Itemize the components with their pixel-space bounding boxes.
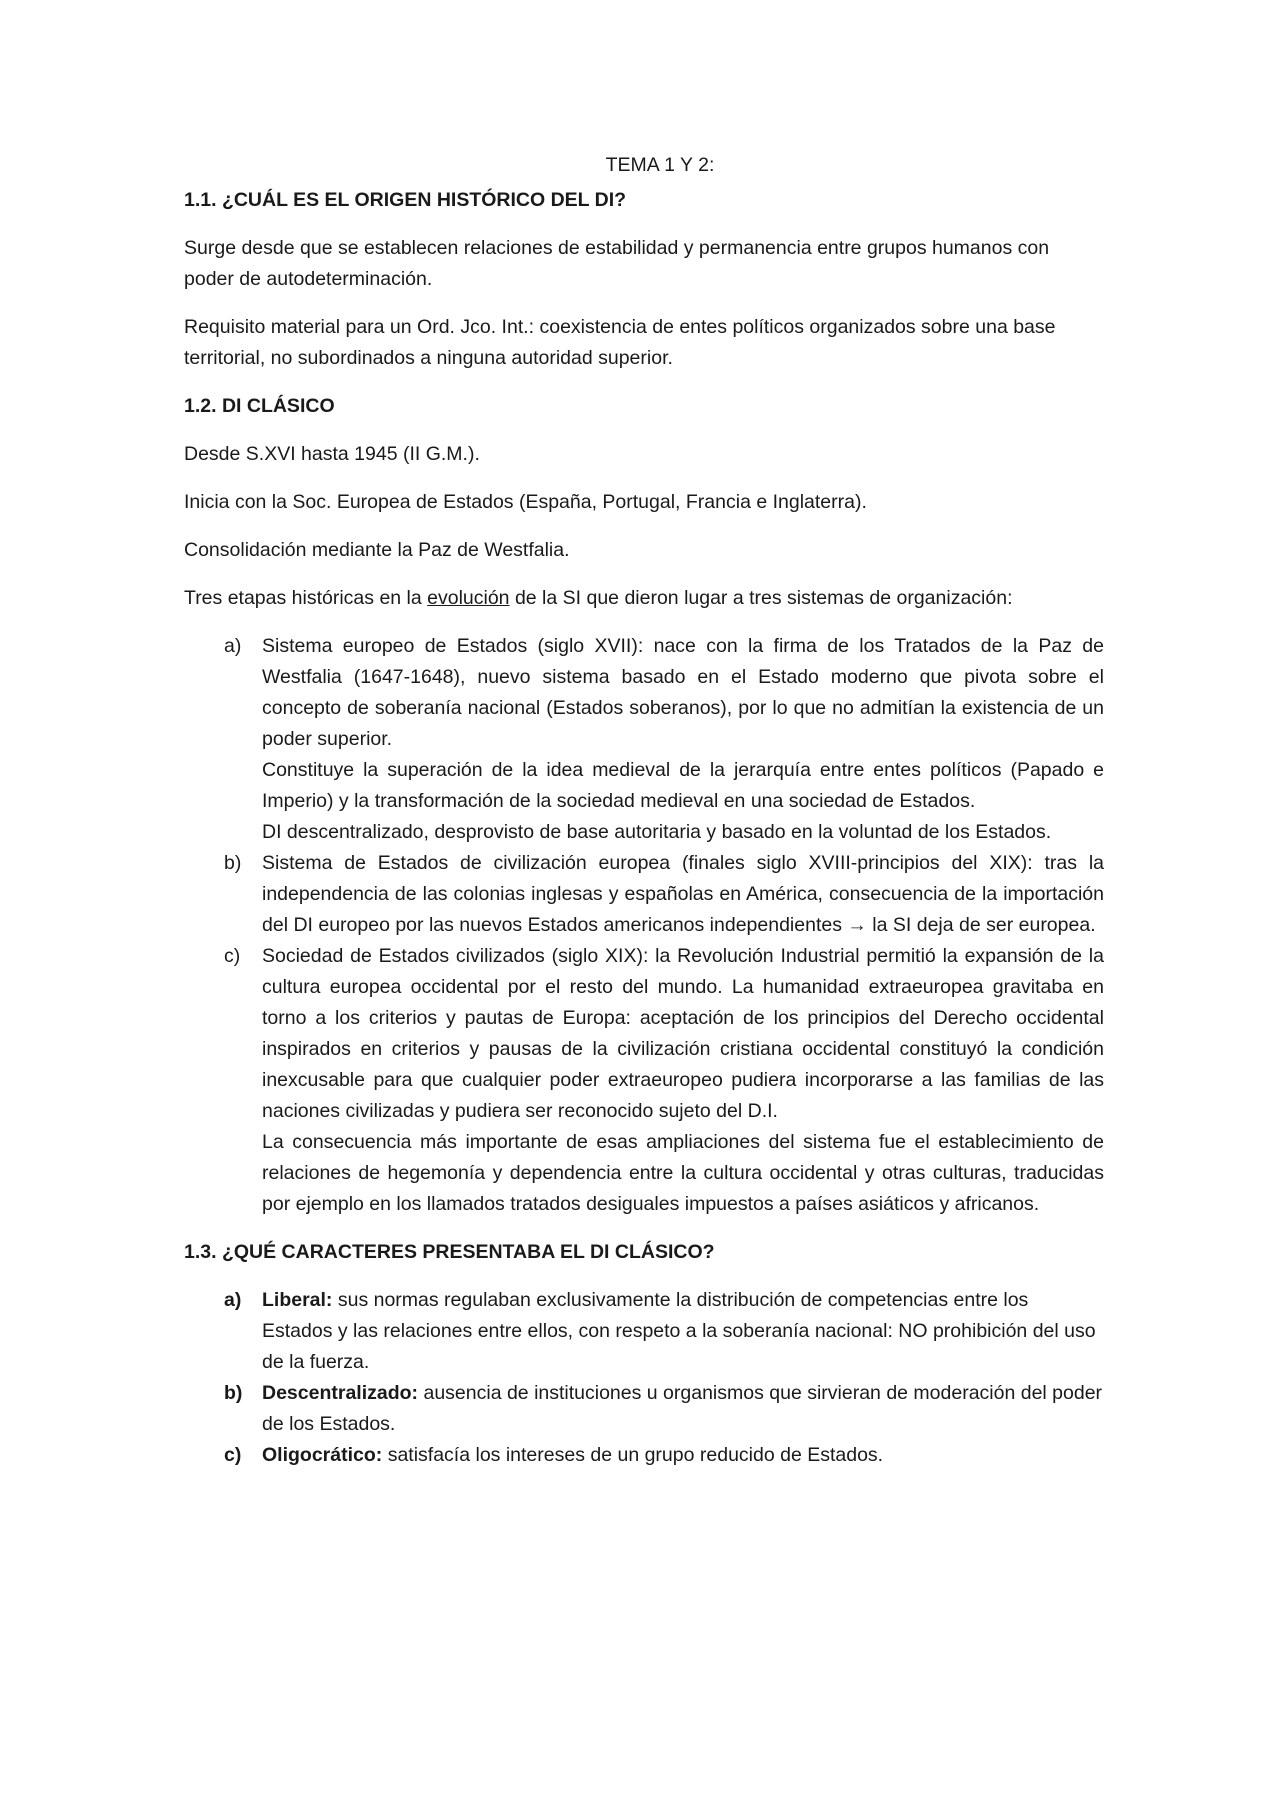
section-heading-1-3: 1.3. ¿QUÉ CARACTERES PRESENTABA EL DI CLÁSICO? <box>184 1241 715 1263</box>
term-label: Descentralizado: <box>262 1382 419 1404</box>
list-item <box>184 1378 1104 1440</box>
stages-intro-underlined: evolución <box>427 587 510 609</box>
section-heading-1-1: 1.1. ¿CUÁL ES EL ORIGEN HISTÓRICO DEL DI? <box>184 189 627 211</box>
list-item-text: La consecuencia más importante de esas ampliaciones del sistema fue el establecimiento de relaciones de hegemonía y dependencia entre la cultura occidental y otras culturas, traducidas por ejemplo en los llamados tratados desiguales impuestos a países asiáticos y africanos. <box>262 1131 1104 1215</box>
list-marker: c) <box>224 945 241 967</box>
list-item <box>184 848 1104 941</box>
term-label: Oligocrático: <box>262 1444 383 1466</box>
document-page <box>184 150 1104 1488</box>
list-item-text: Sistema de Estados de civilización europea (finales siglo XVIII-principios del XIX): tras la independencia de las colonias inglesas y españolas en América, consecuencia de la importación del DI europeo por las nuevos Estados americanos independientes → la SI deja de ser europea. <box>262 852 1104 936</box>
stages-intro-post: de la SI que dieron lugar a tres sistemas de organización: <box>509 587 1013 609</box>
term-description: sus normas regulaban exclusivamente la distribución de competencias entre los Estados y las relaciones entre ellos, con respeto a la soberanía nacional: NO prohibición del uso de la fuerza. <box>262 1289 1096 1373</box>
list-item <box>184 631 1104 848</box>
list-item <box>184 941 1104 1220</box>
section-heading-1-2: 1.2. DI CLÁSICO <box>184 395 335 417</box>
paragraph-requirement: Requisito material para un Ord. Jco. Int.: coexistencia de entes políticos organizados sobre una base territorial, no subordinados a ninguna autoridad superior. <box>184 316 1056 369</box>
term-description: ausencia de instituciones u organismos que sirvieran de moderación del poder de los Estados. <box>262 1382 1103 1435</box>
list-marker: c) <box>224 1444 242 1466</box>
list-marker: b) <box>224 852 242 874</box>
paragraph-period: Desde S.XVI hasta 1945 (II G.M.). <box>184 443 480 465</box>
list-marker: b) <box>224 1382 243 1404</box>
document-title: TEMA 1 Y 2: <box>605 154 715 176</box>
paragraph-stages-intro <box>184 583 1104 614</box>
list-item-text: DI descentralizado, desprovisto de base autoritaria y basado en la voluntad de los Estados. <box>262 821 1052 843</box>
list-marker: a) <box>224 635 242 657</box>
list-item-text: Sistema europeo de Estados (siglo XVII): nace con la firma de los Tratados de la Paz de Westfalia (1647-1648), nuevo sistema basado en el Estado moderno que pivota sobre el concepto de soberanía nacional (Estados soberanos), por lo que no admitían la existencia de un poder superior. <box>262 635 1104 750</box>
term-label: Liberal: <box>262 1289 333 1311</box>
list-item <box>184 1285 1104 1378</box>
list-marker: a) <box>224 1289 242 1311</box>
paragraph-consolidation: Consolidación mediante la Paz de Westfalia. <box>184 539 570 561</box>
characteristics-list <box>184 1285 1104 1471</box>
term-description: satisfacía los intereses de un grupo reducido de Estados. <box>382 1444 884 1466</box>
stages-list <box>184 631 1104 1220</box>
list-item <box>184 1440 1104 1471</box>
paragraph-start: Inicia con la Soc. Europea de Estados (España, Portugal, Francia e Inglaterra). <box>184 491 867 513</box>
stages-intro-pre: Tres etapas históricas en la <box>184 587 428 609</box>
list-item-text: Constituye la superación de la idea medieval de la jerarquía entre entes políticos (Papado e Imperio) y la transformación de la sociedad medieval en una sociedad de Estados. <box>262 759 1104 812</box>
list-item-text: Sociedad de Estados civilizados (siglo XIX): la Revolución Industrial permitió la expansión de la cultura europea occidental por el resto del mundo. La humanidad extraeuropea gravitaba en torno a los criterios y pautas de Europa: aceptación de los principios del Derecho occidental inspirados en criterios y pausas de la civilización cristiana occidental constituyó la condición inexcusable para que cualquier poder extraeuropeo pudiera incorporarse a las familias de las naciones civilizadas y pudiera ser reconocido sujeto del D.I. <box>262 945 1104 1122</box>
paragraph-origin: Surge desde que se establecen relaciones de estabilidad y permanencia entre grupos humanos con poder de autodeterminación. <box>184 237 1050 290</box>
